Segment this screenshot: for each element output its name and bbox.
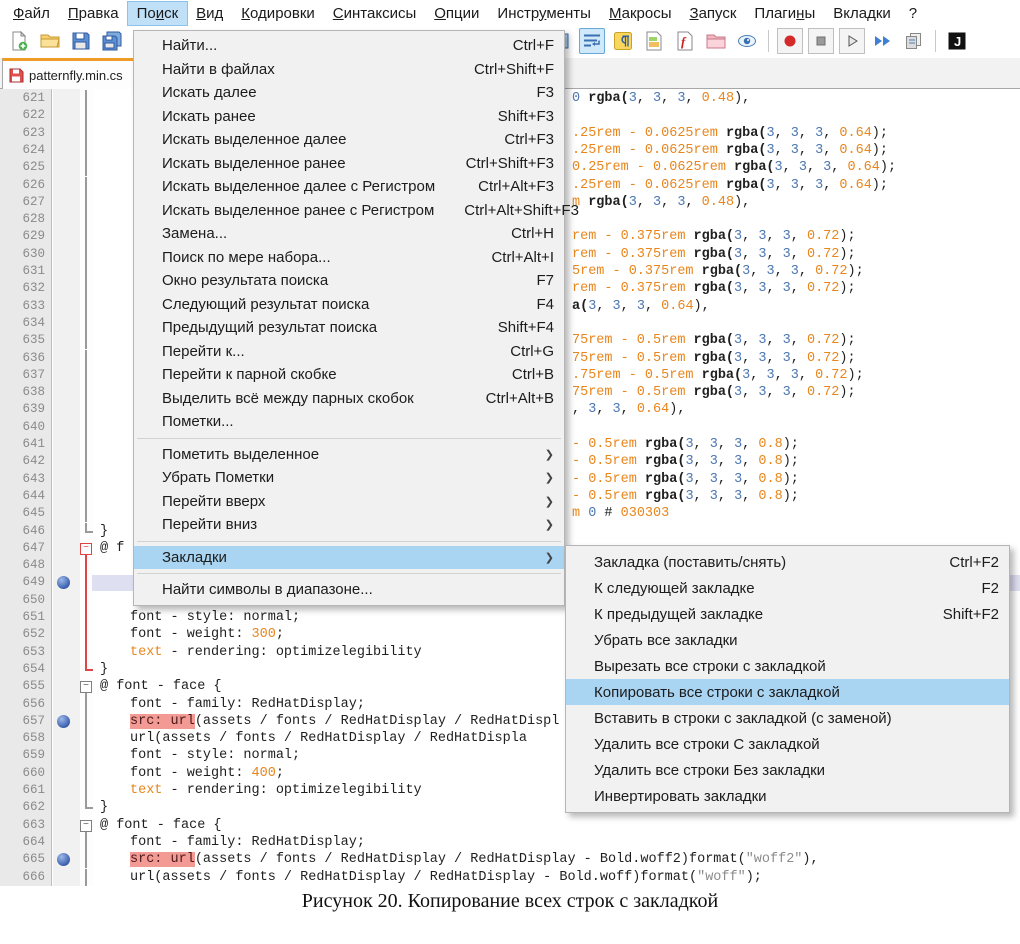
submenu-arrow-icon: ❯	[544, 495, 554, 508]
menubar-item-правка[interactable]: Правка	[67, 4, 119, 22]
line-number: 654	[22, 661, 45, 676]
fold-end-elbow	[85, 531, 93, 533]
line-number: 631	[22, 264, 45, 278]
fold-line	[85, 782, 87, 799]
menu-item-label: Пометить выделенное	[162, 445, 320, 463]
fold-line	[85, 125, 87, 142]
fold-line	[85, 401, 87, 418]
line-number: 652	[22, 627, 45, 642]
folder-workspace-icon[interactable]	[703, 28, 729, 54]
code-text: .25rem - 0.0625rem rgba(3, 3, 3, 0.64);	[572, 125, 888, 141]
menu-item-label: Удалить все строки С закладкой	[594, 735, 820, 753]
fold-line	[85, 142, 87, 159]
code-text: - 0.5rem rgba(3, 3, 3, 0.8);	[572, 454, 799, 470]
bookmarks-menu-item-убрать-все-закладки[interactable]	[566, 627, 1009, 653]
menu-separator	[134, 537, 564, 546]
code-text: font - style: normal;	[130, 748, 301, 764]
code-text: font - style: normal;	[130, 610, 301, 625]
line-number: 624	[22, 142, 45, 157]
play-macro-icon[interactable]	[839, 28, 865, 54]
code-line-663[interactable]	[0, 817, 1020, 834]
word-wrap-icon[interactable]	[579, 28, 605, 54]
bookmark-icon[interactable]	[57, 576, 70, 589]
fold-line	[85, 574, 87, 591]
menu-item-shortcut: Ctrl+Alt+Shift+F3	[464, 201, 579, 219]
fold-line	[85, 730, 87, 747]
menu-item-label: Убрать Пометки	[162, 469, 275, 487]
code-text: src: url(assets / fonts / RedHatDisplay / RedHatDisplay - Bold.woff2)format("woff2"),	[130, 852, 819, 868]
line-number: 659	[22, 748, 45, 763]
code-text: - 0.5rem rgba(3, 3, 3, 0.8);	[572, 437, 799, 452]
code-text: .25rem - 0.0625rem rgba(3, 3, 3, 0.64);	[572, 177, 888, 193]
fold-line	[85, 713, 87, 730]
code-text: rem - 0.375rem rgba(3, 3, 3, 0.72);	[572, 246, 856, 262]
menu-item-shortcut: Ctrl+H	[511, 225, 554, 243]
fold-line	[85, 90, 87, 107]
bookmarks-menu-item-к-предыдущей-закладке[interactable]	[566, 601, 1009, 627]
fold-line	[85, 298, 87, 315]
menu-item-label: Искать выделенное далее с Регистром	[162, 178, 436, 196]
search-menu-item-перейти-к-[interactable]	[134, 340, 564, 364]
menu-item-shortcut: Shift+F3	[497, 107, 554, 125]
search-menu-item-следующий-результат-поиска[interactable]	[134, 293, 564, 317]
line-number: 646	[22, 523, 45, 538]
code-text: src: url(assets / fonts / RedHatDisplay / RedHatDispl	[130, 713, 560, 729]
menu-item-label: Поиск по мере набора...	[162, 248, 331, 266]
menu-item-label: Следующий результат поиска	[162, 295, 370, 313]
code-line-665[interactable]	[0, 851, 1020, 868]
line-number: 639	[22, 402, 45, 417]
code-text: 5rem - 0.375rem rgba(3, 3, 3, 0.72);	[572, 264, 864, 279]
menu-item-shortcut: Ctrl+F	[512, 37, 554, 55]
menu-item-shortcut: Ctrl+B	[511, 366, 554, 384]
fold-line	[85, 246, 87, 263]
menu-item-label: Найти символы в диапазоне...	[162, 581, 373, 599]
line-number: 629	[22, 229, 45, 244]
fold-line	[85, 557, 87, 574]
line-number: 637	[22, 367, 45, 382]
code-text: url(assets / fonts / RedHatDisplay / RedHatDisplay - Bold.woff)format("woff");	[130, 869, 762, 885]
search-menu-item-замена-[interactable]	[134, 222, 564, 246]
record-macro-icon[interactable]	[777, 28, 803, 54]
menu-item-shortcut: F3	[536, 84, 554, 102]
menu-item-label: Перейти вверх	[162, 492, 266, 510]
line-number: 651	[22, 610, 45, 624]
code-text: m rgba(3, 3, 3, 0.48),	[572, 194, 751, 210]
menubar-item-плагины[interactable]: Плагины	[754, 4, 816, 22]
fold-line	[85, 453, 87, 470]
menu-item-shortcut: Ctrl+Shift+F	[473, 60, 554, 78]
search-menu-item-найти-символы-в-диапазоне-[interactable]	[134, 578, 564, 602]
menu-item-label: Пометки...	[162, 413, 234, 431]
fold-line	[85, 626, 87, 643]
macro-options-icon[interactable]	[901, 28, 927, 54]
fold-line	[85, 315, 87, 332]
code-text: m 0 # 030303	[572, 506, 670, 522]
fold-line	[85, 644, 87, 661]
menu-item-shortcut: Shift+F2	[942, 605, 999, 623]
menubar-item-поиск[interactable]: Поиск	[128, 2, 188, 25]
fold-line	[85, 505, 87, 522]
fold-line	[85, 696, 87, 713]
menu-item-label: Предыдущий результат поиска	[162, 319, 378, 337]
code-text: }	[100, 661, 109, 677]
line-number: 635	[22, 333, 45, 348]
code-text: - 0.5rem rgba(3, 3, 3, 0.8);	[572, 488, 799, 504]
menu-item-shortcut: Ctrl+Shift+F3	[465, 154, 554, 172]
line-number: 622	[22, 108, 45, 123]
code-line-666[interactable]	[0, 869, 1020, 886]
fold-line	[85, 159, 87, 176]
show-symbols-icon[interactable]	[610, 28, 636, 54]
code-text: font - weight: 400;	[130, 765, 284, 781]
search-menu-item-убрать-пометки[interactable]	[134, 466, 564, 490]
menu-item-shortcut: Ctrl+F3	[504, 131, 554, 149]
menubar-item-опции[interactable]: Опции	[434, 4, 480, 22]
toolbar-separator	[768, 30, 769, 52]
code-text: font - family: RedHatDisplay;	[130, 696, 365, 712]
code-text: 75rem - 0.5rem rgba(3, 3, 3, 0.72);	[572, 385, 856, 401]
function-list-icon[interactable]	[672, 28, 698, 54]
search-menu-item-найти-в-файлах[interactable]	[134, 58, 564, 82]
fold-collapse-icon[interactable]: −	[80, 543, 92, 555]
fold-line	[85, 609, 87, 626]
line-number: 627	[22, 194, 45, 209]
menu-item-label: Закладки	[162, 548, 227, 566]
toolbar-separator	[935, 30, 936, 52]
code-text: font - weight: 300;	[130, 627, 284, 643]
menu-item-label: Закладка (поставить/снять)	[594, 553, 787, 571]
svg-text:f: f	[681, 34, 686, 49]
search-menu-item-выделить-всё-между-парных-скобок[interactable]	[134, 387, 564, 411]
bookmarks-submenu	[565, 545, 1010, 813]
line-number: 623	[22, 125, 45, 140]
line-number: 636	[22, 350, 45, 365]
bookmark-icon[interactable]	[57, 715, 70, 728]
line-number: 655	[22, 679, 45, 694]
fold-line	[85, 747, 87, 764]
fold-collapse-icon[interactable]: −	[80, 820, 92, 832]
menu-item-label: Искать выделенное далее	[162, 131, 347, 149]
fold-line	[85, 228, 87, 245]
code-text: , 3, 3, 0.64),	[572, 402, 686, 418]
line-number: 661	[22, 783, 45, 797]
menubar-item-?[interactable]: ?	[908, 4, 918, 22]
line-number: 642	[22, 454, 45, 469]
preview-eye-icon[interactable]	[734, 28, 760, 54]
fold-end-elbow	[85, 807, 93, 809]
fold-line	[85, 194, 87, 211]
bookmarks-menu-item-удалить-все-строки-без-закладки[interactable]	[566, 757, 1009, 783]
menu-item-label: К предыдущей закладке	[594, 605, 764, 623]
line-number: 633	[22, 298, 45, 313]
menubar-item-макросы[interactable]: Макросы	[608, 4, 672, 22]
menu-item-label: Удалить все строки Без закладки	[594, 761, 826, 779]
line-number: 634	[22, 315, 45, 330]
menu-item-label: Перейти к парной скобке	[162, 366, 337, 384]
line-number: 625	[22, 160, 45, 175]
line-number: 666	[22, 869, 45, 884]
tab-patternfly[interactable]	[2, 58, 140, 89]
tab-title: patternfly.min.cs	[29, 67, 123, 83]
search-menu-item-найти-[interactable]	[134, 34, 564, 58]
toolbar-left-group	[6, 28, 125, 54]
menu-item-shortcut: F4	[536, 295, 554, 313]
line-number: 648	[22, 558, 45, 573]
search-menu-item-перейти-к-парной-скобке[interactable]	[134, 363, 564, 387]
menubar-item-файл[interactable]: Файл	[13, 4, 50, 22]
fold-line	[85, 384, 87, 401]
menu-item-label: Вставить в строки с закладкой (с заменой)	[594, 709, 892, 727]
menubar	[0, 0, 1020, 26]
bookmarks-menu-item-вставить-в-строки-с-закладкой-с-заменой-[interactable]	[566, 705, 1009, 731]
menu-item-label: Замена...	[162, 225, 228, 243]
code-text: font - family: RedHatDisplay;	[130, 834, 365, 850]
figure-caption: Рисунок 20. Копирование всех строк с закладкой	[301, 890, 719, 912]
search-menu-item-искать-выделенное-ранее-с-регистром[interactable]	[134, 199, 579, 223]
menu-item-label: Искать выделенное ранее	[162, 154, 346, 172]
search-menu-item-поиск-по-мере-набора-[interactable]	[134, 246, 564, 270]
menu-item-shortcut: Ctrl+G	[510, 342, 554, 360]
code-text: url(assets / fonts / RedHatDisplay / RedHatDispla	[130, 731, 527, 747]
line-number: 638	[22, 385, 45, 400]
svg-text:J: J	[954, 34, 962, 49]
code-text: 0 rgba(3, 3, 3, 0.48),	[572, 91, 751, 106]
search-menu-item-искать-выделенное-ранее[interactable]	[134, 152, 564, 176]
save-all-icon[interactable]	[99, 28, 125, 54]
line-number: 656	[22, 696, 45, 711]
submenu-arrow-icon: ❯	[544, 448, 554, 461]
menu-separator	[134, 434, 564, 443]
line-number: 621	[22, 91, 45, 105]
code-text: text - rendering: optimizelegibility	[130, 644, 422, 660]
menu-separator	[134, 569, 564, 578]
menu-item-label: Перейти вниз	[162, 516, 258, 534]
code-text: 75rem - 0.5rem rgba(3, 3, 3, 0.72);	[572, 333, 856, 349]
line-number: 630	[22, 246, 45, 261]
code-text: }	[100, 800, 109, 816]
code-text: rem - 0.375rem rgba(3, 3, 3, 0.72);	[572, 229, 856, 245]
fold-line	[85, 592, 87, 609]
fold-line	[85, 488, 87, 505]
menu-item-label: Перейти к...	[162, 342, 245, 360]
search-menu-item-искать-ранее[interactable]	[134, 105, 564, 129]
line-number: 641	[22, 437, 45, 451]
save-icon[interactable]	[68, 28, 94, 54]
line-number: 660	[22, 765, 45, 780]
document-map-icon[interactable]	[641, 28, 667, 54]
code-text: 75rem - 0.5rem rgba(3, 3, 3, 0.72);	[572, 350, 856, 366]
fold-line	[85, 280, 87, 297]
menu-item-label: Найти...	[162, 37, 218, 55]
menu-item-label: Инвертировать закладки	[594, 787, 767, 805]
bookmarks-menu-item-закладка-поставить-снять-[interactable]	[566, 549, 1009, 575]
json-plugin-icon[interactable]	[944, 28, 970, 54]
menu-item-shortcut: Ctrl+Alt+F3	[478, 178, 554, 196]
menu-item-shortcut: Shift+F4	[497, 319, 554, 337]
line-number: 650	[22, 592, 45, 607]
code-text: 0.25rem - 0.0625rem rgba(3, 3, 3, 0.64);	[572, 160, 897, 176]
bookmark-icon[interactable]	[57, 853, 70, 866]
line-number: 662	[22, 800, 45, 815]
line-number: 653	[22, 644, 45, 659]
submenu-arrow-icon: ❯	[544, 472, 554, 485]
line-number: 644	[22, 488, 45, 503]
line-number: 640	[22, 419, 45, 434]
unsaved-floppy-icon	[9, 68, 24, 83]
open-folder-icon[interactable]	[37, 28, 63, 54]
line-number: 626	[22, 177, 45, 192]
search-menu-item-предыдущий-результат-поиска[interactable]	[134, 316, 564, 340]
fold-collapse-icon[interactable]: −	[80, 681, 92, 693]
code-text: .25rem - 0.0625rem rgba(3, 3, 3, 0.64);	[572, 142, 888, 158]
search-menu-item-пометить-выделенное[interactable]	[134, 443, 564, 467]
menu-item-label: Искать выделенное ранее с Регистром	[162, 201, 435, 219]
line-number: 658	[22, 731, 45, 746]
search-menu-item-перейти-вниз[interactable]	[134, 513, 564, 537]
bookmarks-menu-item-вырезать-все-строки-с-закладкой[interactable]	[566, 653, 1009, 679]
menu-item-label: Выделить всё между парных скобок	[162, 389, 414, 407]
line-number: 663	[22, 817, 45, 832]
new-file-icon[interactable]	[6, 28, 32, 54]
submenu-arrow-icon: ❯	[544, 551, 554, 564]
fold-line	[85, 107, 87, 124]
fold-line	[85, 177, 87, 194]
fold-end-elbow	[85, 669, 93, 671]
fold-line	[85, 471, 87, 488]
line-number: 645	[22, 506, 45, 521]
menu-item-shortcut: Ctrl+F2	[949, 553, 999, 571]
menu-item-shortcut: F7	[536, 272, 554, 290]
fold-line	[85, 211, 87, 228]
stop-macro-icon[interactable]	[808, 28, 834, 54]
fold-line	[85, 765, 87, 782]
search-menu-item-перейти-вверх[interactable]	[134, 490, 564, 514]
menu-item-label: Копировать все строки с закладкой	[594, 683, 840, 701]
fold-line	[85, 419, 87, 436]
menu-item-label: Искать ранее	[162, 107, 256, 125]
code-text: a(3, 3, 3, 0.64),	[572, 298, 710, 314]
menu-item-label: Убрать все закладки	[594, 631, 738, 649]
code-line-664[interactable]	[0, 834, 1020, 851]
menu-item-label: Искать далее	[162, 84, 257, 102]
run-multiple-icon[interactable]	[870, 28, 896, 54]
menubar-item-вкладки[interactable]: Вкладки	[833, 4, 891, 22]
search-menu-item-искать-выделенное-далее-с-регистром[interactable]	[134, 175, 564, 199]
fold-line	[85, 263, 87, 280]
menubar-item-запуск[interactable]: Запуск	[689, 4, 737, 22]
bookmarks-menu-item-копировать-все-строки-с-закладкой[interactable]	[566, 679, 1009, 705]
menu-item-label: Окно результата поиска	[162, 272, 329, 290]
search-menu-item-закладки[interactable]	[134, 546, 564, 570]
menu-item-shortcut: Ctrl+Alt+B	[485, 389, 554, 407]
line-number: 665	[22, 852, 45, 867]
bookmarks-menu-item-инвертировать-закладки[interactable]	[566, 783, 1009, 809]
search-menu-item-пометки-[interactable]	[134, 410, 564, 434]
fold-line	[85, 367, 87, 384]
code-text: @ font - face {	[100, 817, 222, 833]
menu-item-label: Найти в файлах	[162, 60, 275, 78]
fold-line	[85, 332, 87, 349]
submenu-arrow-icon: ❯	[544, 519, 554, 532]
menubar-item-вид[interactable]: Вид	[196, 4, 224, 22]
bookmarks-menu-item-удалить-все-строки-с-закладкой[interactable]	[566, 731, 1009, 757]
fold-line	[85, 834, 87, 851]
code-text: rem - 0.375rem rgba(3, 3, 3, 0.72);	[572, 281, 856, 297]
menubar-item-инструменты[interactable]: Инструменты	[497, 4, 591, 22]
line-number: 643	[22, 471, 45, 486]
bookmarks-menu-item-к-следующей-закладке[interactable]	[566, 575, 1009, 601]
line-number: 647	[22, 540, 45, 555]
fold-line	[85, 436, 87, 453]
line-number: 628	[22, 212, 45, 227]
code-text: @ font - face {	[100, 679, 222, 695]
code-text: }	[100, 523, 109, 539]
menubar-item-синтаксисы[interactable]: Синтаксисы	[332, 4, 417, 22]
search-menu-dropdown	[133, 30, 579, 606]
menu-item-shortcut: Ctrl+Alt+I	[491, 248, 554, 266]
search-menu-item-искать-далее[interactable]	[134, 81, 564, 105]
line-number: 632	[22, 281, 45, 296]
fold-line	[85, 869, 87, 886]
menu-item-shortcut: F2	[981, 579, 999, 597]
line-number: 649	[22, 575, 45, 590]
menubar-item-кодировки[interactable]: Кодировки	[241, 4, 315, 22]
code-text: .75rem - 0.5rem rgba(3, 3, 3, 0.72);	[572, 367, 864, 383]
search-menu-item-окно-результата-поиска[interactable]	[134, 269, 564, 293]
code-text: text - rendering: optimizelegibility	[130, 783, 422, 798]
line-number: 657	[22, 713, 45, 728]
fold-line	[85, 851, 87, 868]
fold-line	[85, 350, 87, 367]
search-menu-item-искать-выделенное-далее[interactable]	[134, 128, 564, 152]
code-text: @ f	[100, 540, 125, 556]
code-text: - 0.5rem rgba(3, 3, 3, 0.8);	[572, 471, 799, 487]
menu-item-label: К следующей закладке	[594, 579, 755, 597]
toolbar-right-group	[548, 28, 970, 54]
line-number: 664	[22, 834, 45, 849]
menu-item-label: Вырезать все строки с закладкой	[594, 657, 826, 675]
